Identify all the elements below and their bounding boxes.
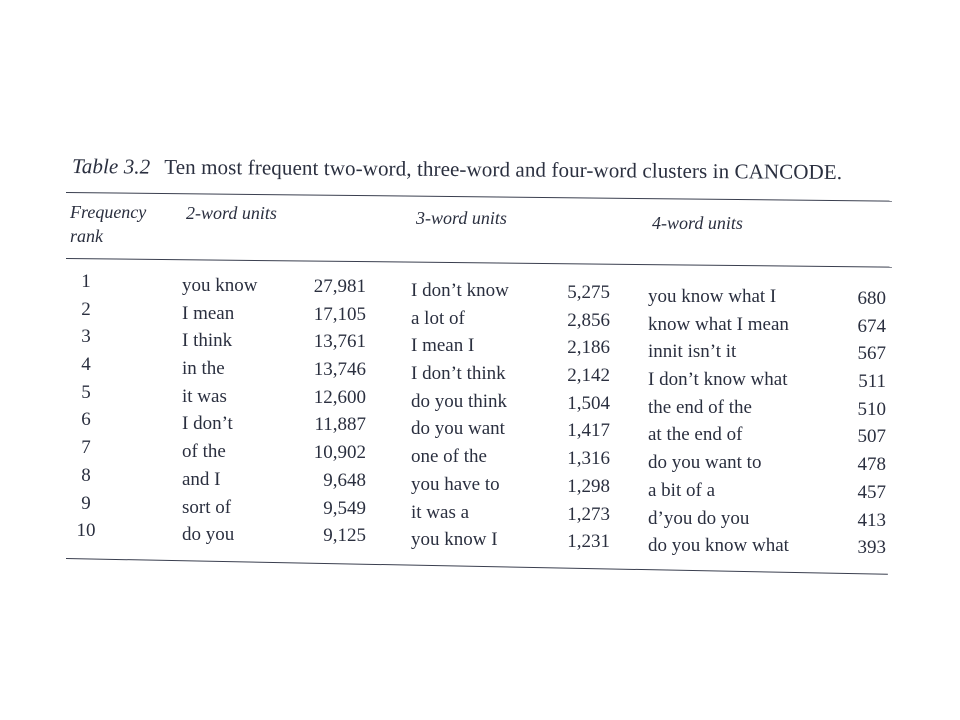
- four-word-count-column: [836, 285, 886, 562]
- three-word-count-column: [548, 279, 610, 556]
- four-word-count: 393: [857, 537, 886, 559]
- four-word-count: 507: [857, 426, 886, 448]
- two-word-phrase: sort of: [182, 496, 232, 518]
- three-word-count: 2,142: [567, 365, 610, 387]
- four-word-count: 478: [857, 454, 886, 476]
- three-word-phrase: a lot of: [411, 307, 465, 329]
- two-word-count: 11,887: [314, 414, 366, 436]
- four-word-count: 674: [857, 315, 886, 337]
- two-word-phrase: do you: [182, 524, 235, 546]
- two-word-count: 13,761: [313, 331, 366, 353]
- header-rank: [70, 200, 146, 248]
- header-rank-line1: Frequency: [70, 202, 147, 222]
- four-word-phrase: do you know what: [648, 535, 789, 557]
- two-word-phrase: and I: [182, 468, 221, 490]
- three-word-phrase: it was a: [411, 501, 470, 523]
- three-word-count: 1,504: [567, 392, 610, 414]
- two-word-phrase: of the: [182, 441, 226, 463]
- four-word-count: 457: [857, 481, 886, 503]
- rank-cell: 7: [81, 437, 91, 459]
- two-word-count: 9,125: [323, 525, 366, 547]
- bottom-rule: [66, 558, 888, 575]
- four-word-phrase: you know what I: [648, 286, 777, 307]
- rank-cell: 8: [81, 464, 91, 486]
- two-word-count: 10,902: [313, 442, 366, 464]
- rank-cell: 9: [81, 492, 91, 514]
- rank-cell: 5: [81, 381, 91, 403]
- three-word-phrase: do you want: [411, 418, 505, 440]
- three-word-count: 1,417: [567, 420, 610, 442]
- rank-cell: 6: [81, 409, 91, 431]
- two-word-phrase: I think: [182, 330, 233, 352]
- three-word-phrase-column: [411, 277, 551, 554]
- four-word-phrase: at the end of: [648, 424, 743, 446]
- two-word-phrase: it was: [182, 385, 227, 407]
- three-word-phrase: I mean I: [411, 335, 475, 357]
- rank-column: [66, 268, 106, 545]
- two-word-phrase: I mean: [182, 302, 235, 324]
- four-word-phrase: do you want to: [648, 452, 762, 474]
- two-word-phrase: you know: [182, 275, 258, 296]
- four-word-count: 680: [857, 288, 886, 309]
- header-two-word: 2-word units: [186, 203, 277, 223]
- rank-cell: 1: [81, 271, 91, 292]
- rank-cell: 2: [81, 298, 91, 320]
- four-word-phrase: innit isn’t it: [648, 341, 737, 363]
- four-word-count: 511: [858, 371, 886, 393]
- two-word-count: 12,600: [313, 386, 366, 408]
- rank-cell: 10: [76, 520, 96, 542]
- three-word-phrase: one of the: [411, 446, 487, 468]
- two-word-count: 27,981: [313, 276, 366, 297]
- three-word-count: 1,231: [567, 531, 610, 553]
- two-word-count: 9,648: [323, 469, 366, 491]
- four-word-count: 567: [857, 343, 886, 365]
- four-word-phrase: the end of the: [648, 396, 752, 418]
- three-word-count: 2,186: [567, 337, 610, 359]
- four-word-phrase: I don’t know what: [648, 369, 788, 391]
- three-word-phrase: you know I: [411, 529, 498, 551]
- table-title: Ten most frequent two-word, three-word and four-word clusters in CANCODE.: [164, 154, 843, 185]
- three-word-count: 1,316: [567, 448, 610, 470]
- four-word-phrase-column: [648, 283, 818, 560]
- three-word-phrase: you have to: [411, 473, 500, 495]
- three-word-phrase: I don’t think: [411, 363, 506, 385]
- three-word-phrase: do you think: [411, 390, 508, 412]
- four-word-phrase: d’you do you: [648, 507, 750, 529]
- two-word-phrase: I don’t: [182, 413, 233, 435]
- four-word-count: 510: [857, 398, 886, 420]
- three-word-count: 1,298: [567, 475, 610, 497]
- header-four-word: 4-word units: [652, 213, 743, 233]
- two-word-count: 13,746: [313, 359, 366, 381]
- three-word-count: 1,273: [567, 503, 610, 525]
- rank-cell: 4: [81, 354, 91, 376]
- four-word-phrase: a bit of a: [648, 479, 716, 501]
- three-word-phrase: I don’t know: [411, 280, 509, 301]
- two-word-phrase: in the: [182, 358, 225, 380]
- two-word-count: 9,549: [323, 497, 366, 519]
- three-word-count: 2,856: [567, 309, 610, 331]
- header-three-word: 3-word units: [416, 208, 507, 228]
- three-word-count: 5,275: [567, 282, 610, 303]
- two-word-count: 17,105: [313, 303, 366, 325]
- two-word-phrase-column: [182, 272, 302, 549]
- table-caption: [72, 154, 842, 185]
- two-word-count-column: [296, 273, 366, 550]
- table-label: Table 3.2: [71, 154, 151, 179]
- header-rule: [66, 258, 892, 268]
- four-word-count: 413: [857, 509, 886, 531]
- four-word-phrase: know what I mean: [648, 313, 789, 335]
- rank-cell: 3: [81, 326, 91, 348]
- header-rank-line2: rank: [70, 226, 103, 246]
